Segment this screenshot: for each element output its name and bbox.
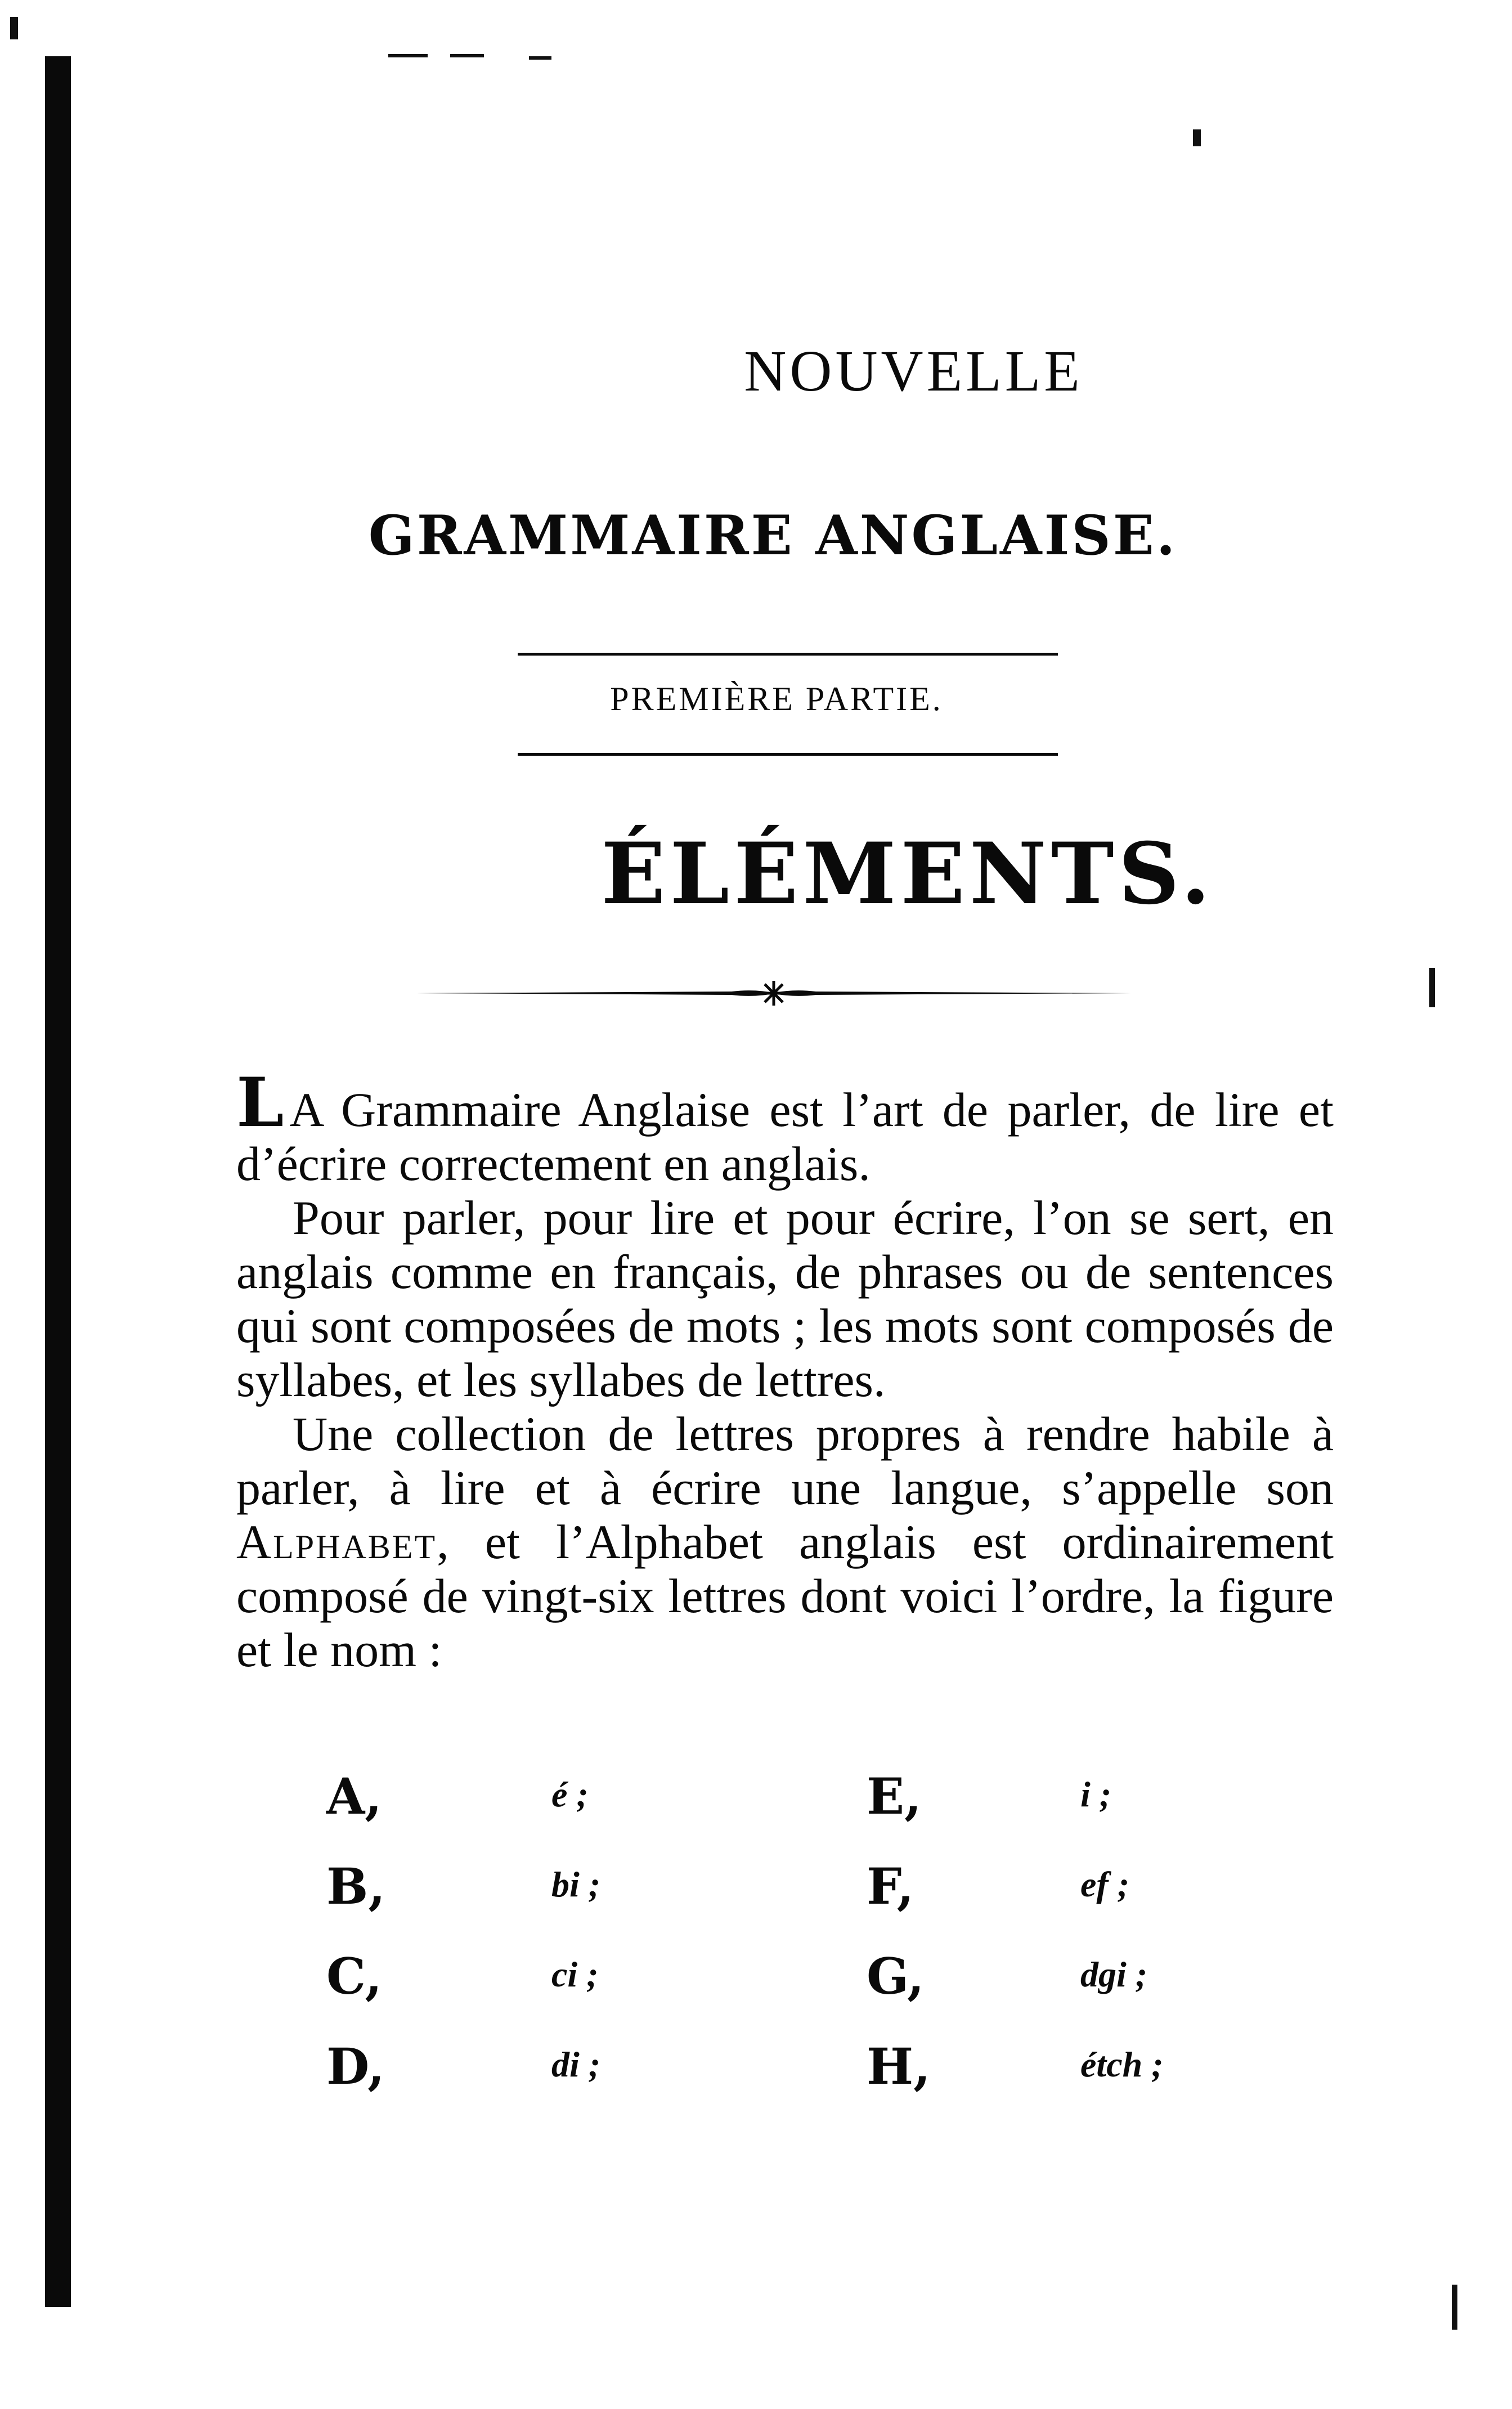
print-speck (1429, 968, 1435, 1007)
paragraph-3-text-b: , et l’Alphabet anglais est ordinairement composé de vingt-six lettres dont voici l’ordre, la figure et le nom : (236, 1515, 1334, 1677)
drop-cap: L (236, 1063, 284, 1142)
alphabet-letter-name: dgi ; (1080, 1954, 1148, 1994)
alphabet-letter: G, (867, 1947, 925, 2006)
alphabet-table (326, 1767, 1238, 2127)
ornamental-rule-icon (416, 976, 1131, 1010)
alphabet-letter-name: i ; (1080, 1774, 1112, 1814)
alphabet-term: Alphabet (236, 1515, 437, 1569)
print-speck (388, 54, 428, 57)
alphabet-letter: D, (326, 2037, 385, 2096)
paragraph-3 (236, 1407, 1334, 1677)
alphabet-letter-name: ef ; (1080, 1864, 1130, 1904)
alphabet-letter: C, (326, 1947, 383, 2006)
print-speck (1452, 2285, 1457, 2330)
binding-edge (45, 56, 71, 2307)
title-line-2: GRAMMAIRE ANGLAISE. (368, 504, 1178, 567)
title-line-1: NOUVELLE (744, 339, 1083, 403)
part-heading: PREMIÈRE PARTIE. (610, 680, 943, 717)
alphabet-letter: E, (867, 1767, 922, 1825)
alphabet-letter-name: ci ; (551, 1954, 599, 1994)
alphabet-letter-name: é ; (551, 1774, 589, 1814)
paragraph-1 (236, 1063, 1334, 1191)
section-heading: ÉLÉMENTS. (601, 824, 1215, 923)
print-speck (529, 56, 551, 60)
bottom-rule (518, 753, 1058, 756)
paragraph-2: Pour parler, pour lire et pour écrire, l’on se sert, en anglais comme en français, de phrases ou de sentences qui sont composées de mots ; les mots sont composés de syllabes, et les syllabes de lettres. (236, 1191, 1334, 1407)
top-rule (518, 653, 1058, 656)
print-speck (1193, 129, 1201, 146)
body-text (236, 1063, 1334, 1677)
paragraph-3-text-a: Une collection de lettres propres à rendre habile à parler, à lire et à écrire une langue, s’appelle son (236, 1407, 1334, 1515)
print-speck (10, 17, 18, 39)
alphabet-row (326, 1947, 1238, 2037)
paragraph-1-text: A Grammaire Anglaise est l’art de parler, de lire et d’écrire correctement en anglais. (236, 1083, 1334, 1191)
alphabet-letter: A, (326, 1767, 382, 1825)
print-speck (450, 54, 484, 57)
alphabet-letter-name: étch ; (1080, 2044, 1164, 2084)
alphabet-letter: B, (326, 1857, 386, 1915)
alphabet-letter-name: bi ; (551, 1864, 601, 1904)
alphabet-row (326, 1767, 1238, 1857)
alphabet-letter-name: di ; (551, 2044, 601, 2084)
alphabet-letter: H, (867, 2037, 931, 2096)
alphabet-row (326, 1857, 1238, 1947)
alphabet-letter: F, (867, 1857, 914, 1915)
alphabet-row (326, 2037, 1238, 2127)
